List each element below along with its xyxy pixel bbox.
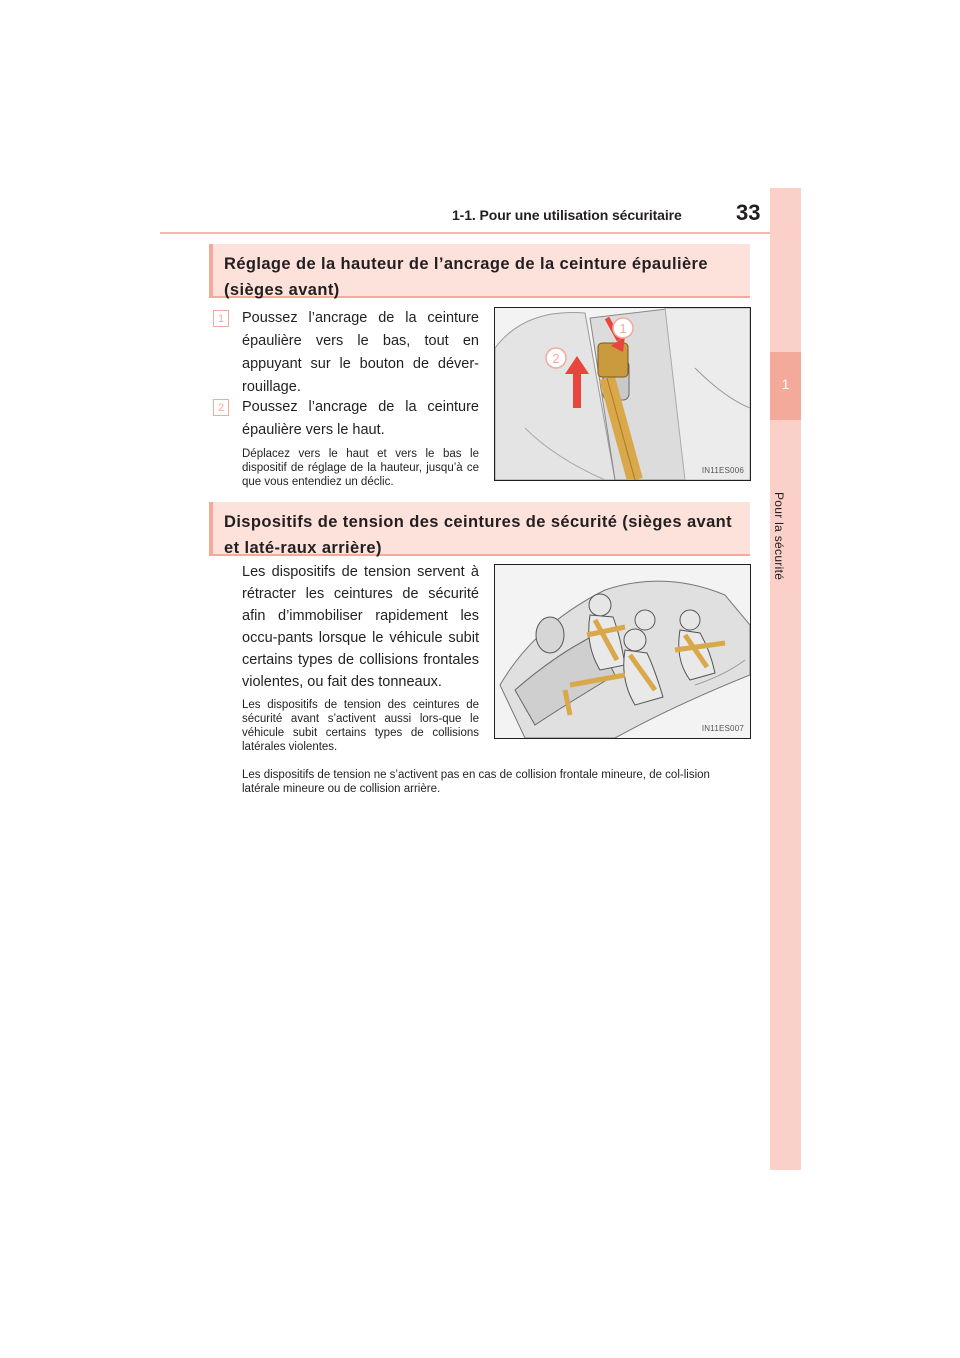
header-rule [160,232,800,234]
step-text: Poussez l’ancrage de la ceinture épaulière vers le haut. [242,399,479,438]
cabin-drawing [495,565,750,738]
page-number: 33 [736,200,761,225]
anchor-drawing [495,308,750,480]
chapter-side-band [770,188,801,1170]
callout-2: 2 [552,351,560,366]
section-heading-pretensioners: Dispositifs de tension des ceintures de sécurité (sièges avant et laté-raux arrière) [209,502,750,556]
step-1 [213,307,479,399]
minor-collision-note: Les dispositifs de tension ne s’activent pas en cas de collision frontale mineure, de col-lision latérale mineure ou de collision arrière. [242,769,710,795]
step-number-badge: 1 [213,310,229,327]
running-header-section: 1-1. Pour une utilisation sécuritaire [452,207,682,223]
chapter-number: 1 [781,376,790,392]
step-text: Poussez l’ancrage de la ceinture épaulière vers le bas, tout en appuyant sur le bouton de déver-rouillage. [242,310,479,395]
cabin-pretensioner-illustration [494,564,751,739]
side-collision-note: Les dispositifs de tension des ceintures de sécurité avant s’activent aussi lors-que le véhicule subit certains types de collisions latérales violentes. [242,699,479,753]
step-2 [213,396,479,442]
pretensioner-description: Les dispositifs de tension servent à rétracter les ceintures de sécurité afin d’immobiliser rapidement les occu-pants lorsque le véhicule subit certains types de collisions frontales violentes, ou fait des tonneaux. [242,564,479,690]
shoulder-anchor-illustration [494,307,751,481]
chapter-label: Pour la sécurité [772,492,786,581]
callout-1: 1 [619,321,627,336]
step-number-badge: 2 [213,399,229,416]
section-heading-shoulder-anchor: Réglage de la hauteur de l’ancrage de la ceinture épaulière (sièges avant) [209,244,750,298]
figure-code: IN11ES007 [701,724,744,733]
adjuster-note: Déplacez vers le haut et vers le bas le dispositif de réglage de la hauteur, jusqu’à ce que vous entendiez un déclic. [242,448,479,488]
figure-code: IN11ES006 [701,466,744,475]
